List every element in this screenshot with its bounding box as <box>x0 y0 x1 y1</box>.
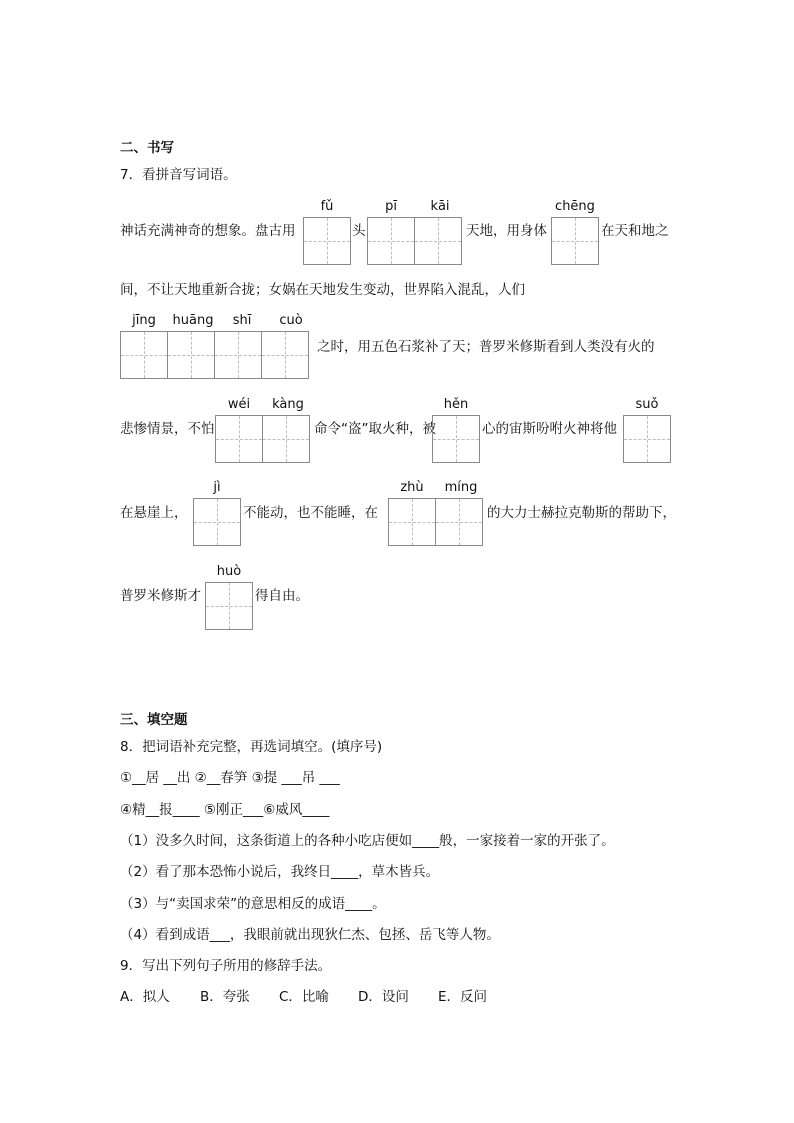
text-line2: 间，不让天地重新合拢；女娲在天地发生变动，世界陷入混乱，人们 <box>120 282 525 298</box>
choice-e: E．反问 <box>438 989 488 1005</box>
choice-b: B．夸张 <box>200 989 250 1005</box>
text-line4b: 命令“盗”取火种，被 <box>314 421 436 437</box>
text-line1b: 头 <box>352 223 366 239</box>
pinyin-cuo: cuò <box>279 313 303 328</box>
pinyin-hen: hěn <box>443 397 469 412</box>
pinyin-zhu: zhù <box>400 480 424 495</box>
text-line3: 之时，用五色石浆补了天；普罗米修斯看到人类没有火的 <box>317 339 655 355</box>
pinyin-suo: suǒ <box>635 397 659 412</box>
pinyin-huang: huāng <box>172 313 214 328</box>
writing-grid-ji[interactable] <box>193 498 241 546</box>
sentence-2: （2）看了那本恐怖小说后，我终日____，草木皆兵。 <box>120 864 440 880</box>
pinyin-pi: pī <box>385 199 397 214</box>
text-line1a: 神话充满神奇的想象。盘古用 <box>120 223 296 239</box>
sentence-4: （4）看到成语___，我眼前就出现狄仁杰、包拯、岳飞等人物。 <box>120 927 500 943</box>
question-7: 7．看拼音写词语。 <box>120 167 237 183</box>
pinyin-ji: jì <box>213 480 221 495</box>
pinyin-cheng: chēng <box>555 199 595 214</box>
writing-grid-fu[interactable] <box>303 217 351 265</box>
pinyin-ming: míng <box>444 480 478 495</box>
text-line1c: 天地，用身体 <box>466 223 547 239</box>
section-heading-writing: 二、书写 <box>120 140 174 156</box>
writing-grid-zhuming[interactable] <box>388 498 483 546</box>
text-line5a: 在悬崖上， <box>120 505 188 521</box>
pinyin-shi: shī <box>232 313 252 328</box>
text-line4c: 心的宙斯吩咐火神将他 <box>482 421 617 437</box>
text-line5c: 的大力士赫拉克勒斯的帮助下， <box>487 505 676 521</box>
choice-d: D．设问 <box>358 989 409 1005</box>
text-line6a: 普罗米修斯才 <box>120 588 201 604</box>
writing-grid-weikang[interactable] <box>215 415 310 463</box>
text-line6b: 得自由。 <box>255 588 309 604</box>
pinyin-fu: fǔ <box>320 199 334 214</box>
pinyin-wei: wéi <box>227 397 251 412</box>
sentence-1: （1）没多久时间，这条街道上的各种小吃店便如____般，一家接着一家的开张了。 <box>120 833 615 849</box>
text-line4a: 悲惨情景，不怕 <box>120 421 215 437</box>
choice-a: A．拟人 <box>120 989 170 1005</box>
options-row-2: ④精__报____ ⑤刚正___⑥威风____ <box>120 802 330 818</box>
choice-c: C．比喻 <box>279 989 329 1005</box>
writing-grid-huo[interactable] <box>205 582 253 630</box>
pinyin-huo: huò <box>216 564 242 579</box>
text-line1d: 在天和地之 <box>601 223 669 239</box>
pinyin-kang: kàng <box>272 397 304 412</box>
writing-grid-jinghuangshicuo[interactable] <box>120 331 309 379</box>
sentence-3: （3）与“卖国求荣”的意思相反的成语____。 <box>120 896 386 912</box>
question-8: 8．把词语补充完整，再选词填空。(填序号) <box>120 739 383 755</box>
pinyin-kai: kāi <box>430 199 450 214</box>
writing-grid-pikai[interactable] <box>367 217 462 265</box>
writing-grid-cheng[interactable] <box>551 217 599 265</box>
writing-grid-suo[interactable] <box>623 415 671 463</box>
pinyin-jing: jīng <box>132 313 156 328</box>
text-line5b: 不能动，也不能睡，在 <box>243 505 378 521</box>
options-row-1: ①__居 __出 ②__春笋 ③提 ___吊 ___ <box>120 770 340 786</box>
writing-grid-hen[interactable] <box>432 415 480 463</box>
section-heading-fill: 三、填空题 <box>120 712 188 728</box>
question-9: 9．写出下列句子所用的修辞手法。 <box>120 958 332 974</box>
